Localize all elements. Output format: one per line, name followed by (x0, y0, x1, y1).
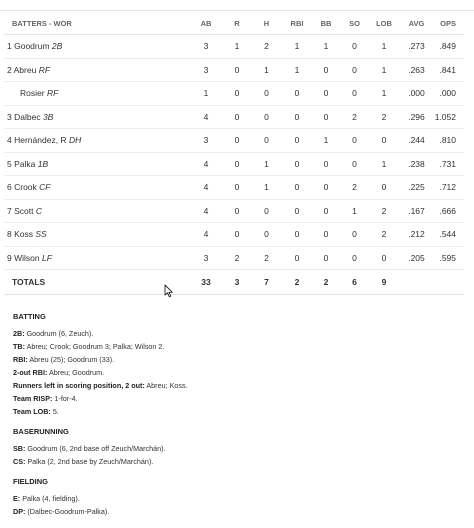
stat-ab: 3 (189, 35, 223, 59)
player-position: SS (35, 229, 47, 240)
table-row (4, 152, 464, 176)
stat-lob: 0 (369, 129, 399, 153)
stat-rbi: 0 (282, 246, 312, 270)
batting-order: 8 (7, 229, 12, 240)
stat-r: 1 (223, 35, 251, 59)
note-text: Abreu; Koss. (146, 381, 188, 390)
stat-so: 0 (340, 82, 369, 106)
stat-ops: .595 (434, 246, 464, 270)
col-header-bb[interactable]: BB (312, 12, 340, 35)
stat-ab: 3 (189, 246, 223, 270)
stat-so: 2 (340, 105, 369, 129)
stat-r: 0 (223, 152, 251, 176)
note-label: DP: (13, 507, 26, 516)
totals-r: 3 (223, 270, 251, 295)
note-text: (Dalbec-Goodrum-Palka). (27, 507, 110, 516)
player-cell (4, 246, 189, 270)
note-text: Abreu (25); Goodrum (33). (29, 355, 115, 364)
stat-r: 0 (223, 199, 251, 223)
stat-rbi: 0 (282, 152, 312, 176)
batting-order: 2 (7, 64, 12, 75)
batting-order: 5 (7, 158, 12, 169)
stat-r: 0 (223, 223, 251, 247)
stat-h: 0 (251, 105, 282, 129)
table-row (4, 105, 464, 129)
stat-rbi: 0 (282, 199, 312, 223)
col-header-h[interactable]: H (251, 12, 282, 35)
stat-avg: .273 (399, 35, 434, 59)
player-name-link[interactable]: Koss (14, 229, 34, 240)
totals-lob: 9 (369, 270, 399, 295)
col-header-so[interactable]: SO (340, 12, 369, 35)
stat-rbi: 0 (282, 176, 312, 200)
totals-so: 6 (340, 270, 369, 295)
stat-bb: 0 (312, 152, 340, 176)
game-notes (13, 312, 453, 518)
player-name-link[interactable]: Abreu (13, 64, 37, 75)
stat-avg: .296 (399, 105, 434, 129)
stat-avg: .212 (399, 223, 434, 247)
totals-ab: 33 (189, 270, 223, 295)
stat-lob: 1 (369, 152, 399, 176)
stat-lob: 2 (369, 223, 399, 247)
stat-bb: 1 (312, 129, 340, 153)
stat-h: 1 (251, 58, 282, 82)
batting-order: 4 (7, 135, 12, 146)
player-position: RF (46, 88, 59, 99)
stat-so: 0 (340, 152, 369, 176)
stat-ops: .810 (434, 129, 464, 153)
batting-box-score-table (4, 12, 464, 295)
stat-lob: 0 (369, 246, 399, 270)
stat-rbi: 1 (282, 58, 312, 82)
col-header-ab[interactable]: AB (189, 12, 223, 35)
stat-rbi: 1 (282, 35, 312, 59)
note-line (13, 379, 453, 392)
stat-bb: 0 (312, 105, 340, 129)
col-header-rbi[interactable]: RBI (282, 12, 312, 35)
note-line (13, 327, 453, 340)
stat-bb: 0 (312, 199, 340, 223)
stat-avg: .205 (399, 246, 434, 270)
note-label: Team RISP: (13, 394, 53, 403)
player-cell (4, 223, 189, 247)
player-position: LF (42, 252, 52, 263)
player-name-link[interactable]: Crook (14, 182, 37, 193)
note-label: Runners left in scoring position, 2 out: (13, 381, 145, 390)
player-position: RF (38, 64, 51, 75)
player-name-link[interactable]: Rosier (20, 88, 45, 99)
stat-h: 1 (251, 176, 282, 200)
notes-section-title: BATTING (13, 312, 46, 321)
table-row (4, 246, 464, 270)
player-position: CF (39, 182, 51, 193)
batters-team-header: BATTERS - WOR (4, 12, 189, 35)
batting-order: 1 (7, 41, 12, 52)
top-divider (0, 10, 474, 11)
totals-h: 7 (251, 270, 282, 295)
table-row (4, 35, 464, 59)
table-row (4, 82, 464, 106)
stat-lob: 0 (369, 176, 399, 200)
stat-ab: 3 (189, 129, 223, 153)
note-line (13, 505, 453, 518)
totals-avg (399, 270, 434, 295)
table-row (4, 58, 464, 82)
player-name-link[interactable]: Wilson (14, 252, 40, 263)
stat-ab: 4 (189, 176, 223, 200)
player-name-link[interactable]: Dalbec (14, 111, 41, 122)
stat-lob: 1 (369, 35, 399, 59)
player-position: 1B (37, 158, 49, 169)
table-header-row (4, 12, 464, 35)
col-header-r[interactable]: R (223, 12, 251, 35)
stat-bb: 0 (312, 223, 340, 247)
note-line (13, 405, 453, 418)
stat-bb: 0 (312, 82, 340, 106)
stat-rbi: 0 (282, 223, 312, 247)
stat-avg: .238 (399, 152, 434, 176)
notes-section-title: BASERUNNING (13, 427, 69, 436)
stat-ops: .666 (434, 199, 464, 223)
stat-avg: .244 (399, 129, 434, 153)
stat-r: 0 (223, 129, 251, 153)
stat-so: 0 (340, 58, 369, 82)
stat-r: 0 (223, 176, 251, 200)
note-line (13, 340, 453, 353)
note-text: Goodrum (6, Zeuch). (26, 329, 94, 338)
stat-ops: .712 (434, 176, 464, 200)
batting-order: 3 (7, 111, 12, 122)
stat-r: 2 (223, 246, 251, 270)
stat-ab: 4 (189, 152, 223, 176)
note-text: Goodrum (6, 2nd base off Zeuch/Marchán). (27, 444, 166, 453)
note-label: E: (13, 494, 21, 503)
stat-h: 0 (251, 82, 282, 106)
stat-ops: .841 (434, 58, 464, 82)
stat-bb: 1 (312, 35, 340, 59)
note-text: 5. (52, 407, 59, 416)
stat-bb: 0 (312, 246, 340, 270)
stat-so: 2 (340, 176, 369, 200)
stat-so: 0 (340, 246, 369, 270)
totals-ops (434, 270, 464, 295)
stat-ops: .544 (434, 223, 464, 247)
totals-label: TOTALS (4, 270, 189, 295)
section-gap (13, 418, 453, 427)
mouse-pointer-icon (164, 284, 174, 303)
stat-rbi: 0 (282, 105, 312, 129)
note-text: Palka (2, 2nd base by Zeuch/Marchán). (27, 457, 154, 466)
stat-ops: .731 (434, 152, 464, 176)
stat-ops: .000 (434, 82, 464, 106)
stat-so: 0 (340, 35, 369, 59)
note-line (13, 366, 453, 379)
player-cell (4, 152, 189, 176)
note-text: Abreu; Crook; Goodrum 3; Palka; Wilson 2. (26, 342, 165, 351)
player-cell (4, 105, 189, 129)
batting-order: 7 (7, 205, 12, 216)
notes-section-title: FIELDING (13, 477, 48, 486)
stat-ab: 3 (189, 58, 223, 82)
player-name-link[interactable]: Scott (14, 205, 34, 216)
stat-lob: 2 (369, 199, 399, 223)
note-line (13, 353, 453, 366)
stat-ab: 4 (189, 223, 223, 247)
note-text: Abreu; Goodrum. (48, 368, 105, 377)
player-position: C (35, 205, 42, 216)
col-header-ops[interactable]: OPS (434, 12, 464, 35)
note-label: SB: (13, 444, 26, 453)
batting-order: 9 (7, 252, 12, 263)
player-name-link[interactable]: Hernández, R (14, 135, 67, 146)
stat-lob: 2 (369, 105, 399, 129)
note-label: RBI: (13, 355, 28, 364)
player-position: DH (68, 135, 82, 146)
stat-h: 2 (251, 246, 282, 270)
stat-lob: 1 (369, 58, 399, 82)
totals-rbi: 2 (282, 270, 312, 295)
stat-so: 0 (340, 129, 369, 153)
player-cell (4, 176, 189, 200)
player-name-link[interactable]: Palka (14, 158, 36, 169)
player-position: 2B (51, 41, 63, 52)
note-line (13, 492, 453, 505)
totals-row (4, 270, 464, 295)
note-line (13, 392, 453, 405)
stat-ab: 4 (189, 105, 223, 129)
stat-h: 0 (251, 223, 282, 247)
note-label: Team LOB: (13, 407, 51, 416)
stat-avg: .000 (399, 82, 434, 106)
stat-h: 0 (251, 199, 282, 223)
stat-avg: .167 (399, 199, 434, 223)
stat-bb: 0 (312, 176, 340, 200)
player-name-link[interactable]: Goodrum (14, 41, 50, 52)
table-row (4, 199, 464, 223)
col-header-lob[interactable]: LOB (369, 12, 399, 35)
stat-avg: .263 (399, 58, 434, 82)
player-position: 3B (42, 111, 54, 122)
col-header-avg[interactable]: AVG (399, 12, 434, 35)
note-line (13, 442, 453, 455)
table-row (4, 176, 464, 200)
stat-r: 0 (223, 58, 251, 82)
totals-bb: 2 (312, 270, 340, 295)
stat-r: 0 (223, 105, 251, 129)
table-row (4, 129, 464, 153)
stat-ab: 1 (189, 82, 223, 106)
note-label: 2-out RBI: (13, 368, 48, 377)
note-text: Palka (4, fielding). (22, 494, 80, 503)
stat-bb: 0 (312, 58, 340, 82)
section-gap (13, 468, 453, 477)
stat-rbi: 0 (282, 129, 312, 153)
note-label: 2B: (13, 329, 25, 338)
stat-avg: .225 (399, 176, 434, 200)
player-cell (4, 199, 189, 223)
player-cell (4, 129, 189, 153)
note-line (13, 455, 453, 468)
stat-lob: 1 (369, 82, 399, 106)
player-cell (4, 82, 189, 106)
stat-h: 1 (251, 152, 282, 176)
note-label: CS: (13, 457, 26, 466)
player-cell (4, 58, 189, 82)
batting-order: 6 (7, 182, 12, 193)
stat-ops: 1.052 (434, 105, 464, 129)
note-text: 1-for-4. (54, 394, 78, 403)
stat-h: 0 (251, 129, 282, 153)
stat-so: 0 (340, 223, 369, 247)
stat-so: 1 (340, 199, 369, 223)
stat-r: 0 (223, 82, 251, 106)
stat-h: 2 (251, 35, 282, 59)
stat-rbi: 0 (282, 82, 312, 106)
note-label: TB: (13, 342, 25, 351)
stat-ops: .849 (434, 35, 464, 59)
player-cell (4, 35, 189, 59)
stat-ab: 4 (189, 199, 223, 223)
table-row (4, 223, 464, 247)
